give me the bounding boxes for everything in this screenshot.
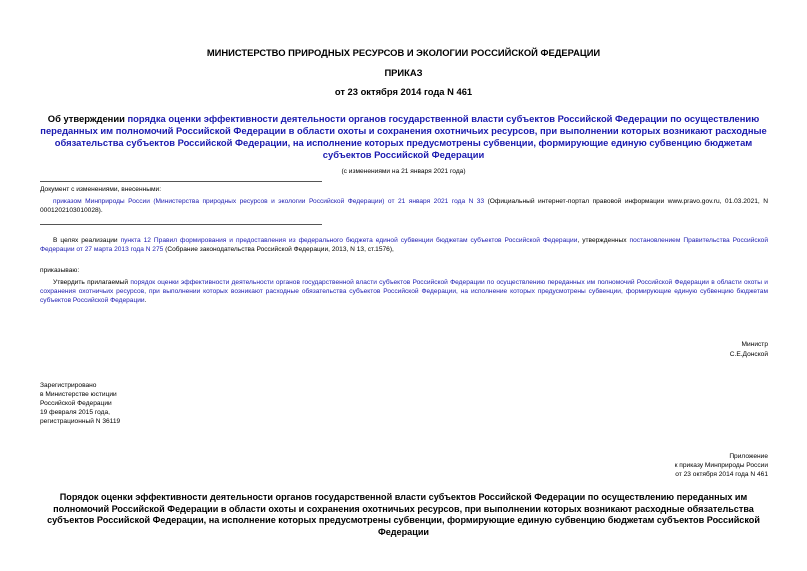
document-title bbox=[40, 113, 767, 161]
approval-start: Утвердить прилагаемый bbox=[53, 279, 131, 286]
government-decree-link[interactable]: постановлением Правительства Российской Федерации от 27 марта 2013 года N 275 bbox=[40, 237, 769, 253]
title-link[interactable]: порядка оценки эффективности деятельности органов государственной власти субъектов Российской Федерации по осуществлению переданных им полномочий Российской Федерации в области охоты и сохранения охотничьих ресурсов, при выполнении которых возникают расходные обязательства субъектов Российской Федерации, на исполнение которых предусмотрены субвенции, формирующие единую субвенцию бюджетам субъектов Российской Федерации bbox=[40, 113, 767, 160]
registration-line: 19 февраля 2015 года, bbox=[40, 409, 110, 416]
order-word: приказываю: bbox=[40, 267, 80, 274]
preamble-paragraph bbox=[40, 236, 768, 254]
preamble-mid: , утвержденных bbox=[577, 237, 630, 244]
registration-line: Зарегистрировано bbox=[40, 382, 97, 389]
preamble-start: В целях реализации bbox=[53, 237, 121, 244]
appendix-ref-date: от 23 октября 2014 года N 461 bbox=[675, 471, 768, 478]
amendment-note: (с изменениями на 21 января 2021 года) bbox=[341, 168, 466, 175]
changes-source bbox=[40, 197, 768, 215]
signatory-name: С.Е.Донской bbox=[729, 351, 768, 358]
preamble-end: (Собрание законодательства Российской Федерации, 2013, N 13, ст.1576), bbox=[163, 246, 394, 253]
divider-top bbox=[40, 181, 322, 182]
divider-bottom bbox=[40, 224, 322, 225]
registration-line: регистрационный N 36119 bbox=[40, 418, 121, 425]
ministry-heading: МИНИСТЕРСТВО ПРИРОДНЫХ РЕСУРСОВ И ЭКОЛОГИИ РОССИЙСКОЙ ФЕДЕРАЦИИ bbox=[206, 47, 601, 58]
signatory-position: Министр bbox=[741, 341, 768, 348]
appendix-ref-order: к приказу Минприроды России bbox=[674, 462, 768, 469]
appendix-label-block bbox=[40, 452, 768, 479]
doc-date-number: от 23 октября 2014 года N 461 bbox=[334, 86, 473, 97]
appendix-title: Порядок оценки эффективности деятельности органов государственной власти субъектов Российской Федерации по осуществлению переданных им полномочий Российской Федерации в области охоты и сохранения охотничьих ресурсов, при выполнении которых возникают расходные обязательства субъектов Российской Федерации, на исполнение которых предусмотрены субвенции, формирующие единую субвенцию бюджетам субъектов Российской Федерации bbox=[47, 492, 760, 537]
procedure-link[interactable]: порядок оценки эффективности деятельности органов государственной власти субъектов Российской Федерации по осуществлению переданных им полномочий Российской Федерации в области охоты и сохранения охотничьих ресурсов, при выполнении которых возникают расходные обязательства субъектов Российской Федерации, на исполнение которых предусмотрены субвенции, формирующие единую субвенцию бюджетам субъектов Российской Федерации bbox=[40, 279, 768, 304]
rules-link[interactable]: пункта 12 Правил формирования и предоставления из федерального бюджета единой субвенции бюджетам субъектов Российской Федерации bbox=[120, 237, 578, 244]
changes-publication: (Официальный интернет-портал правовой информации www.pravo.gov.ru, 01.03.2021, N 0001202103010028). bbox=[40, 198, 768, 214]
appendix-label: Приложение bbox=[729, 453, 768, 460]
registration-block bbox=[40, 381, 768, 426]
registration-line: Российской Федерации bbox=[40, 400, 112, 407]
changes-heading: Документ с изменениями, внесенными: bbox=[40, 186, 162, 193]
doc-type-heading: ПРИКАЗ bbox=[384, 67, 423, 78]
approval-paragraph bbox=[40, 278, 768, 305]
title-prefix: Об утверждении bbox=[47, 113, 128, 124]
registration-line: в Министерстве юстиции bbox=[40, 391, 117, 398]
amending-order-link[interactable]: приказом Минприроды России (Министерства природных ресурсов и экологии Российской Федерации) от 21 января 2021 года N 33 bbox=[53, 198, 485, 205]
approval-end: . bbox=[144, 297, 147, 304]
